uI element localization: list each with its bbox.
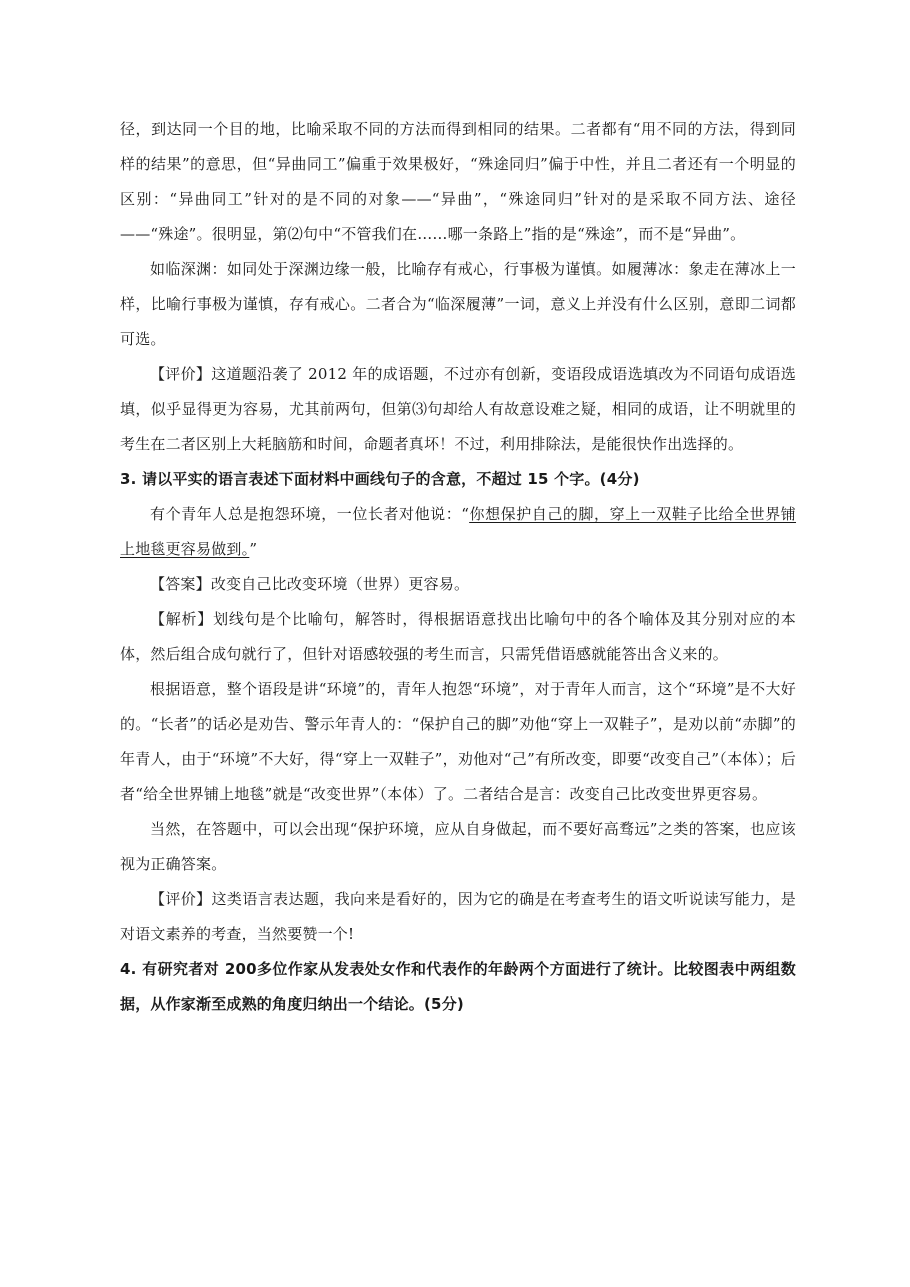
evaluation-2-tag: 【评价】 — [150, 890, 212, 908]
analysis-tag: 【解析】 — [150, 610, 214, 628]
paragraph-evaluation-1 — [120, 357, 796, 462]
answer-tag: 【答案】 — [150, 575, 211, 593]
underlined-sentence: 你想保护自己的脚，穿上一双鞋子比给全世界铺上地毯更容易做到。 — [120, 505, 797, 558]
paragraph-linshen-lubo: 如临深渊：如同处于深渊边缘一般，比喻存有戒心，行事极为谨慎。如履薄冰：象走在薄冰上一样，比喻行事极为谨慎，存有戒心。二者合为“临深履薄”一词，意义上并没有什么区别，意即二词都可选。 — [120, 260, 796, 348]
evaluation-2-text: 这类语言表达题，我向来是看好的，因为它的确是在考查考生的语文听说读写能力，是对语文素养的考查，当然要赞一个! — [120, 890, 796, 943]
analysis-paragraph — [120, 602, 796, 672]
alternative-answer-paragraph: 当然，在答题中，可以会出现“保护环境，应从自身做起，而不要好高骛远”之类的答案，也应该视为正确答案。 — [120, 820, 796, 873]
question-4-heading: 4. 有研究者对 200多位作家从发表处女作和代表作的年龄两个方面进行了统计。比较图表中两组数据，从作家渐至成熟的角度归纳出一个结论。(5分) — [120, 960, 796, 1013]
paragraph-shutu-tonggui: 径，到达同一个目的地，比喻采取不同的方法而得到相同的结果。二者都有“用不同的方法，得到同样的结果”的意思，但“异曲同工”偏重于效果极好，“殊途同归”偏于中性，并且二者还有一个明显的区别：“异曲同工”针对的是不同的对象——“异曲”，“殊途同归”针对的是采取不同方法、途径——“殊途”。很明显，第⑵句中“不管我们在……哪一条路上”指的是“殊途”，而不是“异曲”。 — [120, 120, 796, 243]
evaluation-2-paragraph — [120, 882, 796, 952]
answer-text: 改变自己比改变环境（世界）更容易。 — [210, 575, 470, 593]
question-3-material — [120, 497, 796, 567]
material-lead: 有个青年人总是抱怨环境，一位长者对他说：“ — [150, 505, 470, 523]
material-end: ” — [249, 540, 258, 558]
analysis-text: 划线句是个比喻句，解答时，得根据语意找出比喻句中的各个喻体及其分别对应的本体，然后组合成句就行了，但针对语感较强的考生而言，只需凭借语感就能答出含义来的。 — [120, 610, 797, 663]
document-body — [120, 112, 796, 1022]
question-3-heading: 3. 请以平实的语言表述下面材料中画线句子的含意，不超过 15 个字。(4分) — [120, 470, 640, 488]
evaluation-text: 这道题沿袭了 2012 年的成语题，不过亦有创新，变语段成语选填改为不同语句成语选填，似乎显得更为容易，尤其前两句，但第⑶句却给人有故意设难之疑，相同的成语，让不明就里的考生在二者区别上大耗脑筋和时间，命题者真坏！不过，利用排除法，是能很快作出选择的。 — [120, 365, 796, 453]
context-paragraph: 根据语意，整个语段是讲“环境”的，青年人抱怨“环境”，对于青年人而言，这个“环境”是不大好的。“长者”的话必是劝告、警示年青人的：“保护自己的脚”劝他“穿上一双鞋子”，是劝以前“赤脚”的年青人，由于“环境”不大好，得“穿上一双鞋子”，劝他对“己”有所改变，即要“改变自己”（本体）；后者“给全世界铺上地毯”就是“改变世界”（本体）了。二者结合是言：改变自己比改变世界更容易。 — [120, 680, 796, 803]
evaluation-tag: 【评价】 — [150, 365, 212, 383]
answer-paragraph — [120, 567, 796, 602]
